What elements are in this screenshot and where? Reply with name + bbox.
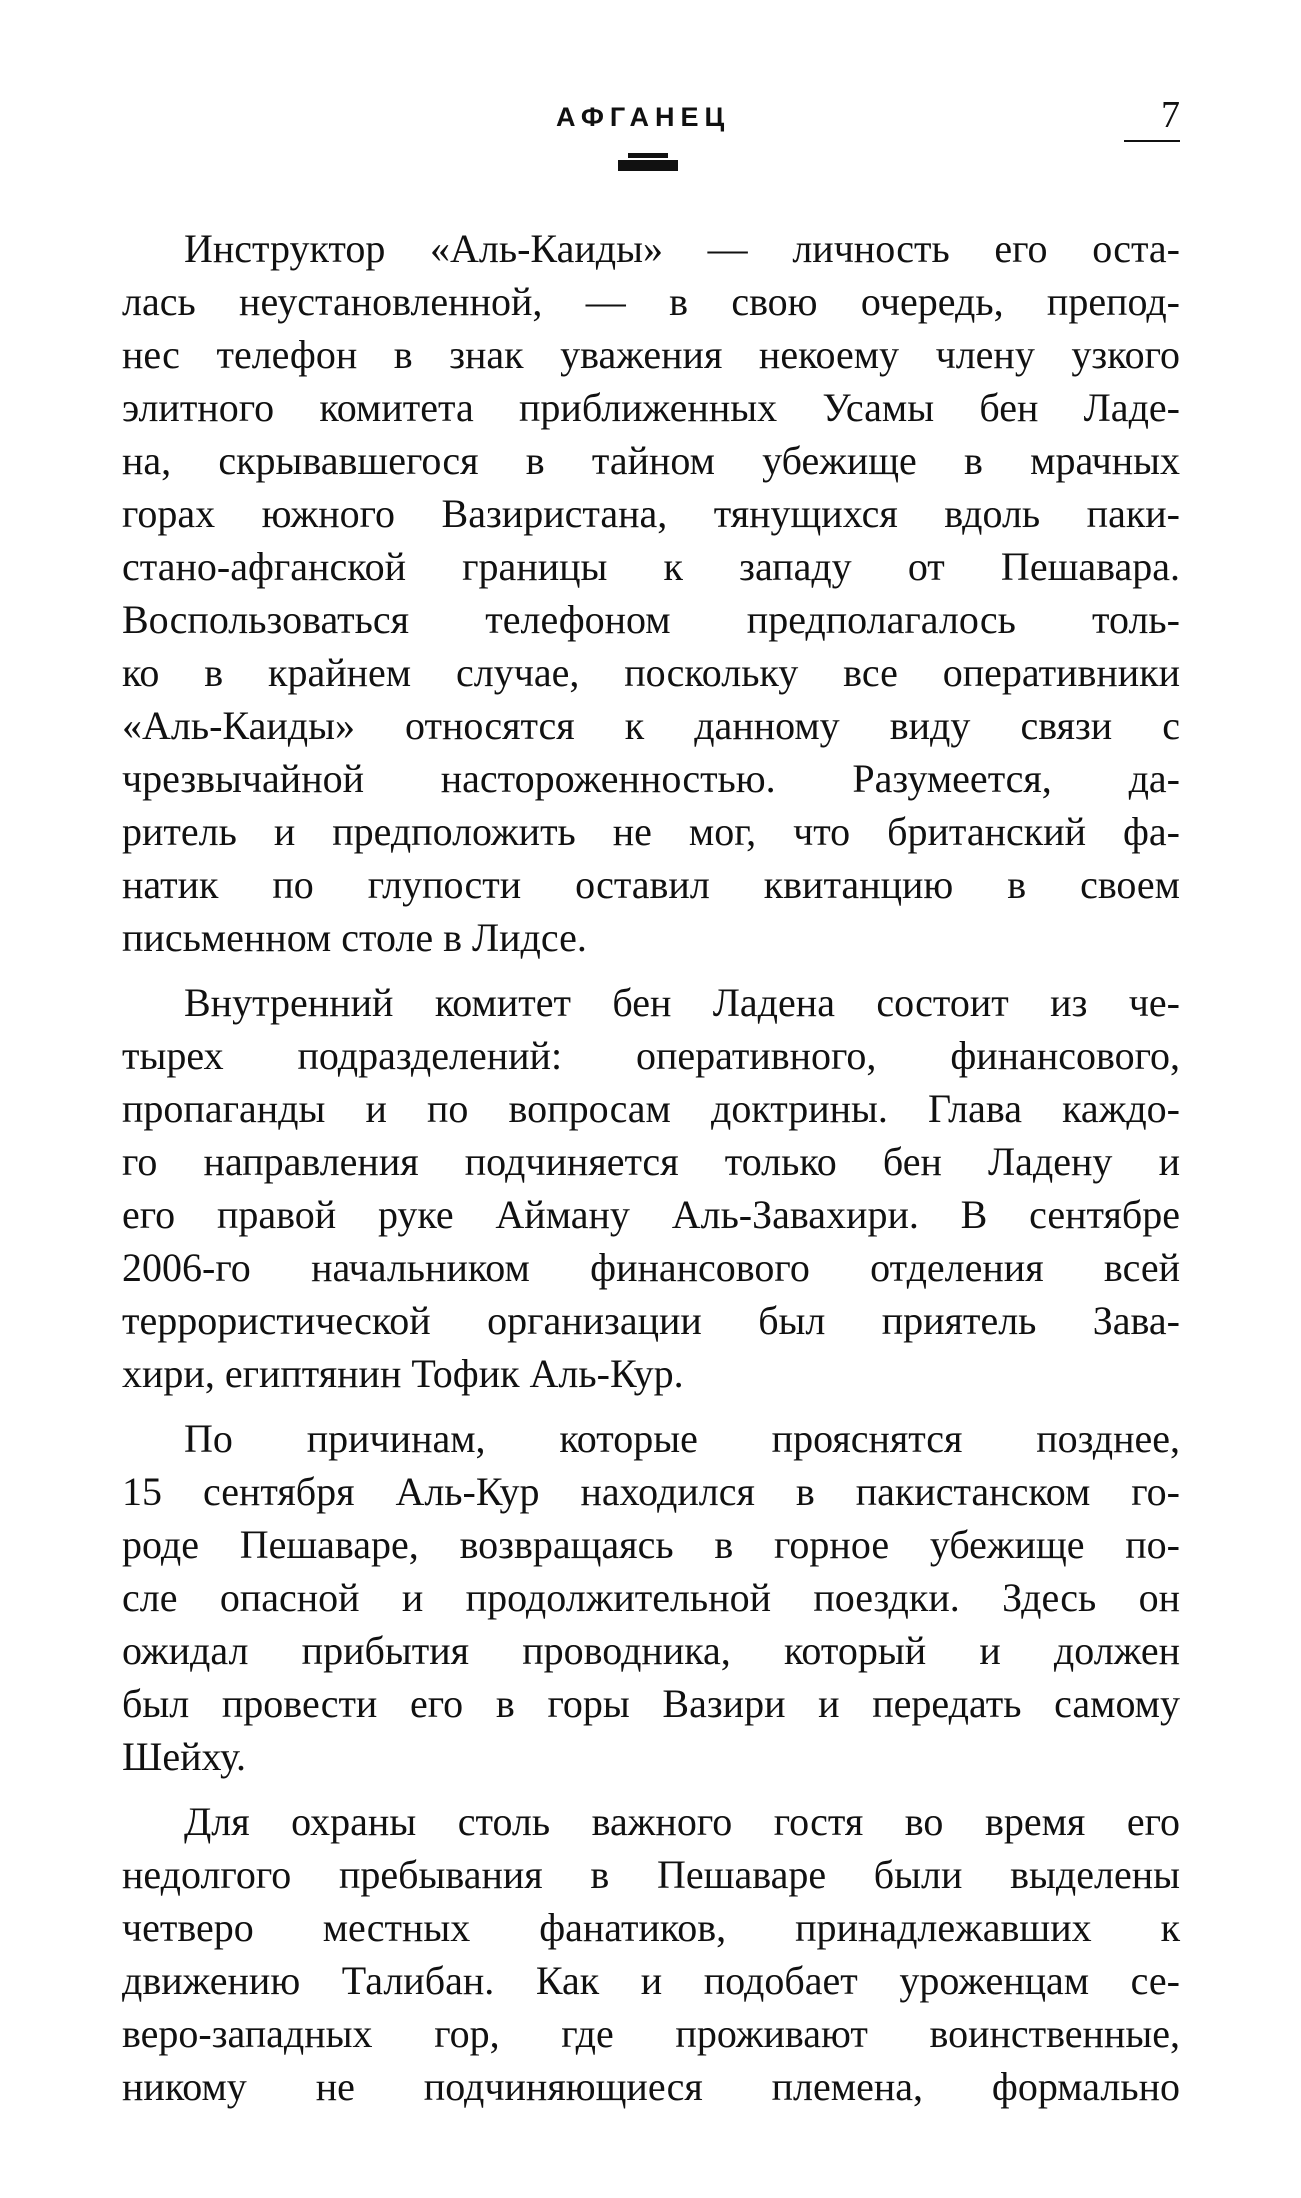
paragraph-gap (122, 1783, 1180, 1795)
text-line: был провести его в горы Вазири и передать самому (122, 1681, 1180, 1726)
text-line: стано-афганской границы к западу от Пешавара. (122, 544, 1180, 589)
page-number-rule (1124, 140, 1180, 142)
paragraph-gap (122, 964, 1180, 976)
text-line: движению Талибан. Как и подобает уроженцам се- (122, 1958, 1180, 2003)
text-line: на, скрывавшегося в тайном убежище в мрачных (122, 438, 1180, 483)
text-line: го направления подчиняется только бен Ладену и (122, 1139, 1180, 1184)
text-line: сле опасной и продолжительной поездки. Здесь он (122, 1575, 1180, 1620)
text-line: «Аль-Каиды» относятся к данному виду связи с (122, 703, 1180, 748)
header-ornament (618, 153, 678, 171)
text-line: никому не подчиняющиеся племена, формально (122, 2064, 1180, 2109)
ornament-bar-main (618, 160, 678, 171)
text-line: ритель и предположить не мог, что британский фа- (122, 809, 1180, 854)
text-line: 15 сентября Аль-Кур находился в пакистанском го- (122, 1469, 1180, 1514)
text-line: ко в крайнем случае, поскольку все оперативники (122, 650, 1180, 695)
text-line: Шейху. (122, 1734, 246, 1779)
text-line: письменном столе в Лидсе. (122, 915, 587, 960)
text-line: его правой руке Айману Аль-Завахири. В сентябре (122, 1192, 1180, 1237)
paragraph (122, 1795, 1180, 2113)
text-line: хири, египтянин Тофик Аль-Кур. (122, 1351, 684, 1396)
ornament-bar-top (628, 153, 668, 158)
text-line: роде Пешаваре, возвращаясь в горное убежище по- (122, 1522, 1180, 1567)
text-line: элитного комитета приближенных Усамы бен Ладе- (122, 385, 1180, 430)
text-line: горах южного Вазиристана, тянущихся вдоль паки- (122, 491, 1180, 536)
paragraph (122, 1412, 1180, 1783)
text-line: Для охраны столь важного гостя во время его (184, 1799, 1180, 1844)
text-line: ожидал прибытия проводника, который и должен (122, 1628, 1180, 1673)
running-head: АФГАНЕЦ (556, 102, 731, 132)
body-text (122, 222, 1180, 2113)
text-line: веро-западных гор, где проживают воинственные, (122, 2011, 1180, 2056)
page-number: 7 (1161, 94, 1180, 136)
text-line: недолгого пребывания в Пешаваре были выделены (122, 1852, 1180, 1897)
text-line: 2006-го начальником финансового отделения всей (122, 1245, 1180, 1290)
paragraph (122, 222, 1180, 964)
text-line: Внутренний комитет бен Ладена состоит из че- (184, 980, 1180, 1025)
text-line: террористической организации был приятель Зава- (122, 1298, 1180, 1343)
text-line: натик по глупости оставил квитанцию в своем (122, 862, 1180, 907)
text-line: нес телефон в знак уважения некоему члену узкого (122, 332, 1180, 377)
text-line: четверо местных фанатиков, принадлежавших к (122, 1905, 1180, 1950)
text-line: Воспользоваться телефоном предполагалось толь- (122, 597, 1180, 642)
paragraph-gap (122, 1400, 1180, 1412)
text-line: По причинам, которые прояснятся позднее, (184, 1416, 1180, 1461)
text-line: чрезвычайной настороженностью. Разумеется, да- (122, 756, 1180, 801)
paragraph (122, 976, 1180, 1400)
text-line: Инструктор «Аль-Каиды» — личность его оста- (184, 226, 1180, 271)
text-line: тырех подразделений: оперативного, финансового, (122, 1033, 1180, 1078)
text-line: пропаганды и по вопросам доктрины. Глава каждо- (122, 1086, 1180, 1131)
text-line: лась неустановленной, — в свою очередь, препод- (122, 279, 1180, 324)
